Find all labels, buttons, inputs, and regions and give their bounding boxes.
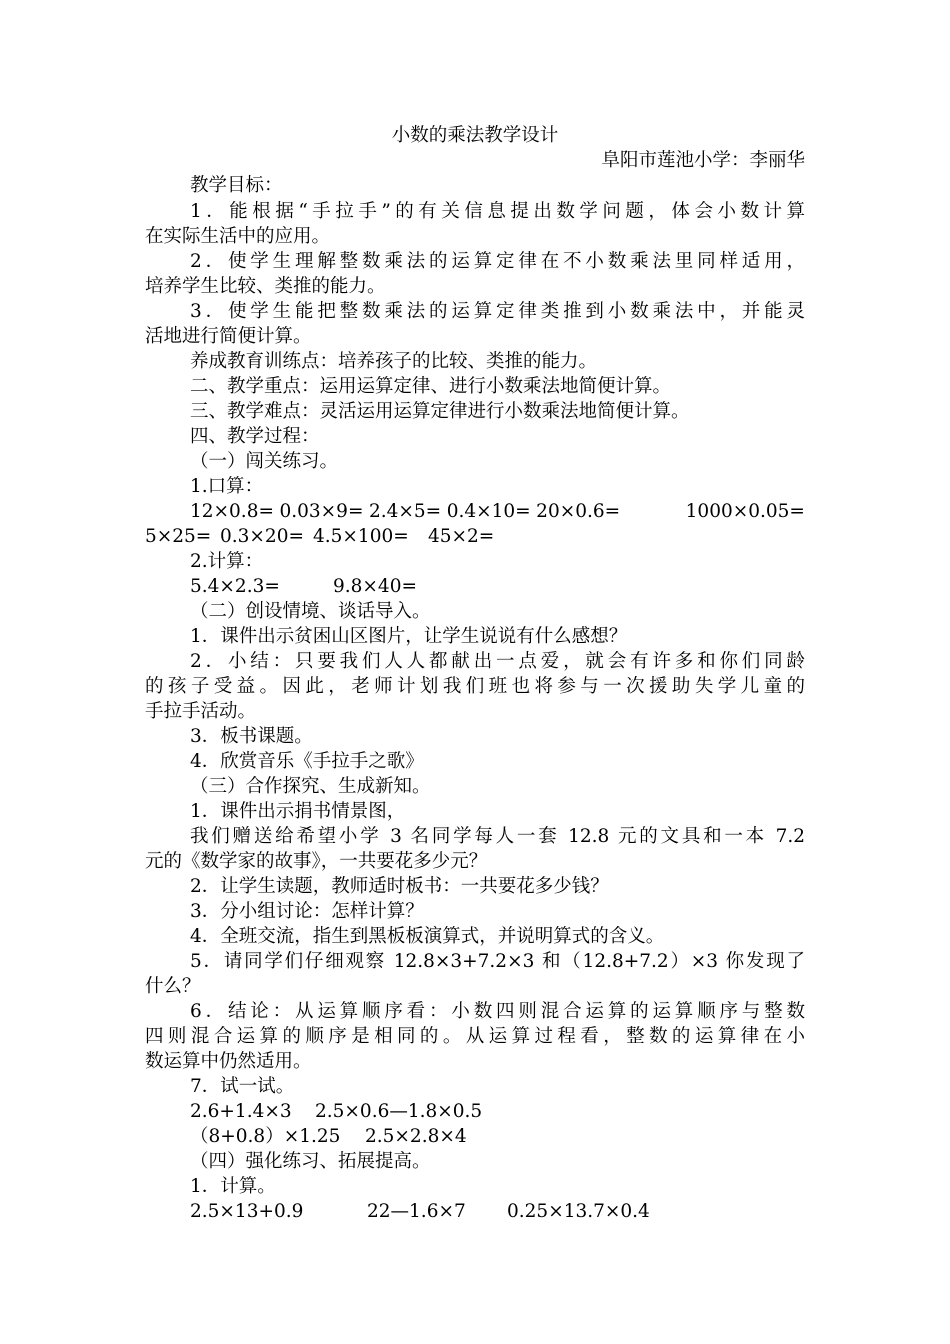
section-4-heading: （四）强化练习、拓展提高。 — [190, 1151, 431, 1172]
try-row-2 — [190, 1124, 805, 1149]
author-line: 阜阳市莲池小学：李丽华 — [601, 150, 805, 171]
try-item: 2.5×0.6—1.8×0.5 — [315, 1101, 483, 1122]
section-3-heading: （三）合作探究、生成新知。 — [190, 776, 431, 797]
section-3-problem-line-2: 元的《数学家的故事》，一共要花多少元？ — [145, 851, 488, 872]
oral-item: 5×25= — [145, 526, 212, 547]
goal-3-line-2: 活地进行简便计算。 — [145, 326, 312, 347]
section-3-item-4: 4．全班交流，指生到黑板板演算式，并说明算式的含义。 — [190, 926, 665, 947]
section-2-item-2-line-2: 的孩子受益。因此，老师计划我们班也将参与一次援助失学儿童的 — [145, 676, 805, 697]
section-3-item-6-line-2: 四则混合运算的顺序是相同的。从运算过程看，整数的运算律在小 — [145, 1026, 805, 1047]
calc-item: 5.4×2.3= — [190, 576, 280, 597]
try-item: （8+0.8）×1.25 — [190, 1126, 341, 1147]
section-2-item-2-line-1: 2．小结：只要我们人人都献出一点爱，就会有许多和你们同龄 — [190, 651, 805, 672]
process-heading: 四、教学过程： — [190, 426, 320, 447]
section-3-item-2: 2．让学生读题，教师适时板书：一共要花多少钱？ — [190, 876, 609, 897]
oral-item: 45×2= — [428, 526, 495, 547]
section-2-heading: （二）创设情境、谈话导入。 — [190, 601, 431, 622]
section-2-item-1: 1．课件出示贫困山区图片，让学生说说有什么感想？ — [190, 626, 628, 647]
section-3-item-1: 1．课件出示捐书情景图， — [190, 801, 406, 822]
oral-item: 12×0.8= — [190, 501, 274, 522]
calc-row — [190, 574, 805, 599]
oral-item: 0.4×10= — [446, 501, 531, 522]
oral-item: 0.03×9= — [279, 501, 364, 522]
section-4-item-1: 1．计算。 — [190, 1176, 276, 1197]
oral-item: 20×0.6= — [536, 501, 621, 522]
practice-item: 22—1.6×7 — [367, 1201, 466, 1222]
oral-item: 0.3×20= — [220, 526, 304, 547]
goal-2-line-1: 2．使学生理解整数乘法的运算定律在不小数乘法里同样适用， — [190, 251, 805, 272]
calc-heading: 2.计算： — [190, 551, 264, 572]
section-3-item-5-line-2: 什么？ — [145, 976, 201, 997]
section-3-item-7: 7．试一试。 — [190, 1076, 295, 1097]
difficulty-line: 三、教学难点：灵活运用运算定律进行小数乘法地简便计算。 — [190, 401, 690, 422]
goal-2-line-2: 培养学生比较、类推的能力。 — [145, 276, 386, 297]
goal-3-line-1: 3．使学生能把整数乘法的运算定律类推到小数乘法中，并能灵 — [190, 301, 805, 322]
section-3-item-3: 3．分小组讨论：怎样计算？ — [190, 901, 424, 922]
section-2-item-3: 3．板书课题。 — [190, 726, 313, 747]
section-4-row — [190, 1199, 805, 1224]
goal-1-line-1: 1．能根据“手拉手”的有关信息提出数学问题，体会小数计算 — [190, 201, 805, 222]
section-2-item-2-line-3: 手拉手活动。 — [145, 701, 257, 722]
oral-row-2 — [145, 524, 805, 549]
oral-heading: 1.口算： — [190, 476, 264, 497]
try-item: 2.6+1.4×3 — [190, 1101, 292, 1122]
try-row-1 — [190, 1099, 805, 1124]
oral-item: 4.5×100= — [313, 526, 409, 547]
goal-1-line-2: 在实际生活中的应用。 — [145, 226, 331, 247]
section-2-item-4: 4．欣赏音乐《手拉手之歌》 — [190, 751, 424, 772]
section-3-item-6-line-3: 数运算中仍然适用。 — [145, 1051, 312, 1072]
oral-item: 1000×0.05= — [685, 501, 805, 522]
oral-item: 2.4×5= — [368, 501, 442, 522]
key-point-line: 二、教学重点：运用运算定律、进行小数乘法地简便计算。 — [190, 376, 672, 397]
calc-item: 9.8×40= — [333, 576, 417, 597]
oral-row-1 — [190, 499, 805, 524]
practice-item: 0.25×13.7×0.4 — [507, 1201, 650, 1222]
habit-line: 养成教育训练点：培养孩子的比较、类推的能力。 — [190, 351, 598, 372]
section-1-heading: （一）闯关练习。 — [190, 451, 339, 472]
practice-item: 2.5×13+0.9 — [190, 1201, 304, 1222]
section-3-item-5-line-1: 5．请同学们仔细观察 12.8×3+7.2×3 和（12.8+7.2）×3 你发现了 — [190, 951, 805, 972]
try-item: 2.5×2.8×4 — [365, 1126, 467, 1147]
document-title: 小数的乘法教学设计 — [391, 125, 559, 146]
section-3-problem-line-1: 我们赠送给希望小学 3 名同学每人一套 12.8 元的文具和一本 7.2 — [190, 826, 805, 847]
section-3-item-6-line-1: 6．结论：从运算顺序看：小数四则混合运算的运算顺序与整数 — [190, 1001, 805, 1022]
goals-heading: 教学目标： — [190, 175, 283, 196]
